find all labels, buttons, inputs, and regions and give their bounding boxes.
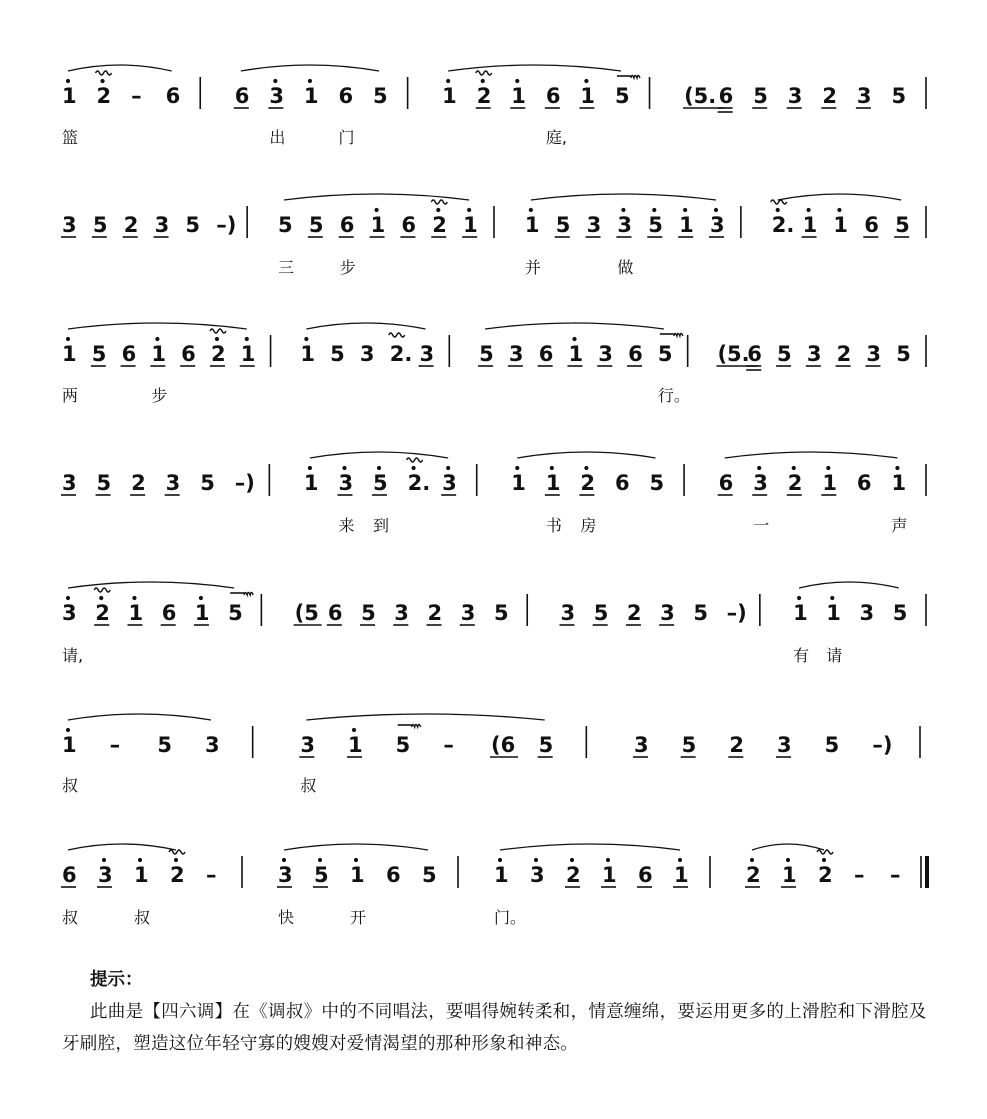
note: 5 [278,213,293,237]
trill-ornament [210,329,226,333]
note: 2 [626,601,642,625]
note: 6 [401,213,417,237]
lyric-char: 请 [826,646,843,665]
note: 2 [580,471,596,495]
note: 2 [818,863,833,887]
note: 3 [866,342,882,366]
note: 2. [389,342,413,366]
note: 2 [836,342,852,366]
note: 6 [165,84,181,108]
high-octave-dot [895,466,899,470]
note: 3 [598,342,613,366]
note: 5 [896,342,911,366]
slur [448,65,621,71]
note: (5. [684,84,717,108]
lyric-char: 书 [545,516,562,535]
note: 5 [422,863,437,887]
high-octave-dot [342,466,346,470]
note: 3 [300,733,315,757]
note: 1 [62,733,77,757]
note: 1 [151,342,167,366]
high-octave-dot [155,337,159,341]
note: 1 [370,213,386,237]
note: 2. [407,471,431,495]
note: 3 [753,471,768,495]
note: 1 [194,601,210,625]
note: 3 [154,213,170,237]
lyric-char: 叔 [134,908,151,927]
note: – [854,863,865,887]
note: – [109,733,121,757]
note: 1 [580,84,596,108]
slur [241,65,379,71]
trill-ornament [431,200,447,204]
note: – [443,733,454,757]
note: 3 [710,213,725,237]
high-octave-dot [584,79,588,83]
slur [68,65,172,71]
lyric-char: 庭, [545,128,567,147]
note: 3 [98,863,113,887]
trill-ornament [96,71,112,75]
high-octave-dot [102,858,106,862]
note: 3 [859,601,875,625]
note: 5 [649,471,665,495]
lyric-char: 三 [278,258,295,277]
note: 2 [729,733,744,757]
note: 3 [634,733,649,757]
lyric-char: 房 [580,516,597,535]
lyric-char: 快 [278,908,295,927]
note: 6 [234,84,250,108]
high-octave-dot [792,466,796,470]
trill-ornament [94,588,110,592]
glide-mark-m [412,725,421,728]
note: 6 [856,471,872,495]
note: 2 [476,84,492,108]
note: 1 [442,84,457,108]
high-octave-dot [99,596,103,600]
note: 5 [330,342,345,366]
trill-ornament [771,200,787,204]
tips-title: 提示： [90,970,143,990]
note: 2 [96,84,112,108]
high-octave-dot [282,858,286,862]
lyric-char: 到 [373,516,390,535]
note: 5 [891,84,907,108]
note: 1 [300,342,315,366]
trill-ornament [407,458,423,462]
high-octave-dot [308,79,312,83]
high-octave-dot [215,337,219,341]
high-octave-dot [515,466,519,470]
note: 2 [131,471,146,495]
note: 1 [826,601,841,625]
note: –) [726,601,747,625]
tips-section [62,964,942,1060]
note: 1 [348,733,363,757]
note: 6 [718,471,734,495]
note: 1 [782,863,797,887]
glide-mark-m [631,76,640,79]
note: 2. [771,213,795,237]
note: 2 [170,863,185,887]
trill-ornament [476,71,492,75]
lyric-char: 门。 [494,908,527,927]
high-octave-dot [66,728,70,732]
note: 3 [62,601,77,625]
high-octave-dot [570,858,574,862]
note: 3 [62,213,77,237]
high-octave-dot [584,466,588,470]
tips-text: 此曲是【四六调】在《调叔》中的不同唱法，要唱得婉转柔和，情意缠绵，要运用更多的上滑腔和下滑腔及牙刷腔，塑造这位年轻守寡的嫂嫂对爱情渴望的那种形象和神态。 [62,1002,927,1054]
note: 3 [419,342,435,366]
high-octave-dot [132,596,136,600]
lyric-char: 步 [339,258,356,277]
note: 5 [92,213,108,237]
lyric-char: 篮 [62,128,79,147]
trill-ornament [169,850,185,854]
slur [310,452,448,458]
final-bar-thick [925,856,929,888]
note: 6 [181,342,196,366]
note: 5 [538,733,554,757]
slur [799,582,899,588]
note: 5 [681,733,697,757]
glide-mark-m [244,593,253,596]
note: 5 [657,342,673,366]
note: 3 [205,733,220,757]
note: 1 [568,342,584,366]
note: 2 [123,213,139,237]
slur [517,452,655,458]
note: 6 [121,342,137,366]
note: 6 [386,863,401,887]
note: 5 [314,863,329,887]
high-octave-dot [245,337,249,341]
note: 6 [614,471,630,495]
note: 2 [787,471,803,495]
note: 5 [555,213,571,237]
high-octave-dot [830,596,834,600]
note: 3 [269,84,284,108]
note: 5 [753,84,768,108]
note: 5 [91,342,107,366]
note: 2 [746,863,761,887]
note: 1 [350,863,365,887]
note: 3 [660,601,675,625]
note: 3 [777,733,792,757]
note: 1 [602,863,617,887]
high-octave-dot [100,79,104,83]
lyric-char: 开 [350,908,367,927]
slur [778,194,901,200]
note: 6 [161,601,177,625]
note: 6 [718,84,734,108]
high-octave-dot [534,858,538,862]
high-octave-dot [515,79,519,83]
high-octave-dot [683,208,687,212]
note: – [890,863,901,887]
note: 1 [511,471,526,495]
note: 5 [693,601,709,625]
lyric-char: 叔 [62,776,79,795]
glide-mark-m [674,334,683,337]
lyric-char: 出 [269,128,286,147]
slur [306,714,544,720]
high-octave-dot [776,208,780,212]
note: 1 [303,84,319,108]
note: 1 [674,863,689,887]
high-octave-dot [467,208,471,212]
note: 2 [432,213,447,237]
note: 5 [648,213,663,237]
note: 3 [560,601,576,625]
note: 3 [165,471,181,495]
note: 5 [892,601,908,625]
note: 3 [62,471,77,495]
note: 2 [95,601,110,625]
trill-ornament [817,850,833,854]
note: 3 [806,342,822,366]
note: 6 [538,342,554,366]
note: 5 [157,733,172,757]
note: 3 [617,213,633,237]
note: (5. [717,342,750,366]
note: 6 [747,342,762,366]
high-octave-dot [550,466,554,470]
high-octave-dot [757,466,761,470]
note: 6 [327,601,343,625]
high-octave-dot [714,208,718,212]
high-octave-dot [529,208,533,212]
note: 2 [427,601,443,625]
note: 5 [308,213,324,237]
note: 3 [338,471,354,495]
note: 5 [228,601,243,625]
note: 1 [494,863,509,887]
high-octave-dot [822,858,826,862]
note: 5 [185,213,201,237]
lyric-char: 行。 [657,386,690,405]
note: 1 [891,471,907,495]
note: 6 [628,342,643,366]
high-octave-dot [304,337,308,341]
note: 2 [566,863,581,887]
note: 5 [494,601,509,625]
slur [68,844,176,850]
note: 1 [511,84,526,108]
note: 3 [530,863,545,887]
lyric-char: 声 [891,516,908,535]
note: 1 [240,342,256,366]
note: 1 [62,342,77,366]
high-octave-dot [498,858,502,862]
note: 1 [463,213,478,237]
high-octave-dot [652,208,656,212]
note: 1 [524,213,540,237]
note: 3 [856,84,872,108]
slur [500,844,680,850]
slur [284,194,469,200]
note: 3 [460,601,476,625]
slur [68,323,247,329]
high-octave-dot [446,79,450,83]
note: (5 [294,601,319,625]
slur [485,323,664,329]
high-octave-dot [572,337,576,341]
lyric-char: 请, [62,646,84,665]
note: 3 [508,342,524,366]
lyric-char: 做 [617,258,634,277]
lyric-char: 一 [753,516,770,535]
lyric-char: 两 [62,386,79,405]
high-octave-dot [786,858,790,862]
high-octave-dot [66,337,70,341]
slur [284,844,428,850]
note: –) [234,471,255,495]
note: –) [216,213,237,237]
trill-ornament [389,333,405,337]
note: 1 [128,601,144,625]
high-octave-dot [66,79,70,83]
note: 5 [200,471,215,495]
high-octave-dot [678,858,682,862]
note: 5 [373,84,388,108]
high-octave-dot [797,596,801,600]
note: 1 [802,213,818,237]
high-octave-dot [199,596,203,600]
high-octave-dot [377,466,381,470]
lyric-char: 叔 [300,776,317,795]
high-octave-dot [66,596,70,600]
note: –) [872,733,893,757]
lyric-char: 步 [151,386,168,405]
note: 3 [787,84,803,108]
note: 5 [373,471,388,495]
slur [725,452,898,458]
note: 1 [134,863,149,887]
note: 5 [361,601,376,625]
note: 5 [395,733,411,757]
high-octave-dot [374,208,378,212]
lyric-char: 有 [793,646,810,665]
lyric-char: 并 [524,258,541,277]
high-octave-dot [837,208,841,212]
high-octave-dot [481,79,485,83]
note: 1 [833,213,849,237]
note: – [206,863,217,887]
note: 3 [278,863,293,887]
high-octave-dot [352,728,356,732]
high-octave-dot [750,858,754,862]
note: 1 [62,84,77,108]
slur [68,714,211,720]
note: 2 [822,84,837,108]
note: 6 [339,213,355,237]
note: 3 [394,601,409,625]
note: 6 [545,84,561,108]
high-octave-dot [412,466,416,470]
note: 2 [210,342,226,366]
note: 3 [359,342,375,366]
high-octave-dot [606,858,610,862]
high-octave-dot [826,466,830,470]
lyric-char: 门 [338,128,355,147]
lyric-char: 叔 [62,908,79,927]
high-octave-dot [318,858,322,862]
note: 6 [338,84,354,108]
high-octave-dot [273,79,277,83]
note: 1 [679,213,694,237]
high-octave-dot [446,466,450,470]
note: 1 [822,471,837,495]
high-octave-dot [621,208,625,212]
note: 3 [586,213,602,237]
note: – [131,84,142,108]
note: 6 [62,863,77,887]
note: 1 [793,601,808,625]
slur [752,844,824,850]
slur [306,323,425,329]
note: 1 [545,471,561,495]
high-octave-dot [138,858,142,862]
note: 5 [614,84,630,108]
slur [531,194,716,200]
note: 1 [303,471,319,495]
note: 5 [824,733,840,757]
high-octave-dot [806,208,810,212]
high-octave-dot [436,208,440,212]
high-octave-dot [308,466,312,470]
slur [68,582,234,588]
note: 3 [442,471,457,495]
high-octave-dot [354,858,358,862]
note: (6 [491,733,516,757]
note: 6 [864,213,879,237]
note: 5 [96,471,112,495]
note: 6 [638,863,653,887]
note: 5 [593,601,609,625]
note: 5 [479,342,494,366]
note: 5 [777,342,792,366]
high-octave-dot [174,858,178,862]
lyric-char: 来 [338,516,355,535]
note: 5 [895,213,910,237]
